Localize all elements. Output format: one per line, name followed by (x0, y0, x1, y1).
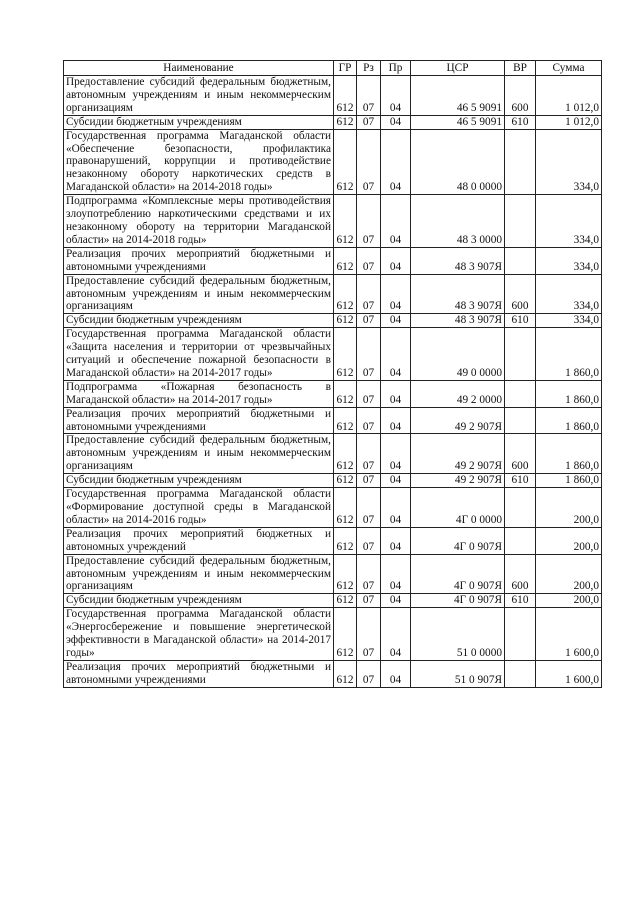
table-row (64, 554, 602, 594)
row-sum-cell: 334,0 (536, 195, 602, 248)
row-gr-cell: 612 (334, 115, 357, 129)
table-row (64, 488, 602, 528)
table-row (64, 608, 602, 661)
row-name-cell: Государственная программа Магаданской области «Обеспечение безопасности, профилактика правонарушений, коррупции и противодействие незаконному обороту наркотических средств в Магаданской области» на 2014-2018 годы» (64, 129, 334, 195)
row-pr-cell: 04 (381, 115, 411, 129)
row-vr-cell (505, 660, 536, 687)
row-csr-cell: 49 2 0000 (411, 380, 505, 407)
row-sum-cell: 1 860,0 (536, 380, 602, 407)
table-row (64, 76, 602, 116)
column-header-vr: ВР (505, 61, 536, 76)
row-gr-cell: 612 (334, 554, 357, 594)
row-csr-cell: 48 3 907Я (411, 274, 505, 314)
row-name-cell: Субсидии бюджетным учреждениям (64, 314, 334, 328)
row-csr-cell: 4Г 0 907Я (411, 554, 505, 594)
row-rz-cell: 07 (357, 380, 381, 407)
row-pr-cell: 04 (381, 274, 411, 314)
row-rz-cell: 07 (357, 608, 381, 661)
table-row (64, 527, 602, 554)
row-vr-cell: 610 (505, 314, 536, 328)
table-row (64, 195, 602, 248)
row-pr-cell: 04 (381, 608, 411, 661)
row-pr-cell: 04 (381, 474, 411, 488)
row-csr-cell: 51 0 0000 (411, 608, 505, 661)
row-sum-cell: 334,0 (536, 129, 602, 195)
budget-table (63, 60, 602, 688)
row-csr-cell: 46 5 9091 (411, 115, 505, 129)
row-rz-cell: 07 (357, 314, 381, 328)
row-pr-cell: 04 (381, 660, 411, 687)
row-gr-cell: 612 (334, 594, 357, 608)
row-name-cell: Предоставление субсидий федеральным бюджетным, автономным учреждениям и иным некоммерческим организациям (64, 434, 334, 474)
column-header-name: Наименование (64, 61, 334, 76)
row-name-cell: Подпрограмма «Пожарная безопасность в Магаданской области» на 2014-2017 годы» (64, 380, 334, 407)
row-vr-cell: 600 (505, 554, 536, 594)
row-pr-cell: 04 (381, 434, 411, 474)
table-row (64, 434, 602, 474)
column-header-rz: Рз (357, 61, 381, 76)
row-sum-cell: 1 860,0 (536, 474, 602, 488)
row-pr-cell: 04 (381, 407, 411, 434)
row-sum-cell: 1 012,0 (536, 115, 602, 129)
row-sum-cell: 200,0 (536, 554, 602, 594)
row-rz-cell: 07 (357, 328, 381, 381)
row-name-cell: Реализация прочих мероприятий бюджетными и автономными учреждениями (64, 247, 334, 274)
table-row (64, 660, 602, 687)
row-gr-cell: 612 (334, 488, 357, 528)
table-row (64, 274, 602, 314)
row-rz-cell: 07 (357, 76, 381, 116)
row-vr-cell (505, 407, 536, 434)
row-vr-cell: 600 (505, 76, 536, 116)
row-csr-cell: 48 3 0000 (411, 195, 505, 248)
row-sum-cell: 1 860,0 (536, 407, 602, 434)
row-sum-cell: 334,0 (536, 314, 602, 328)
row-name-cell: Субсидии бюджетным учреждениям (64, 474, 334, 488)
row-csr-cell: 51 0 907Я (411, 660, 505, 687)
row-sum-cell: 334,0 (536, 274, 602, 314)
row-pr-cell: 04 (381, 129, 411, 195)
row-name-cell: Предоставление субсидий федеральным бюджетным, автономным учреждениям и иным некоммерческим организациям (64, 76, 334, 116)
row-rz-cell: 07 (357, 247, 381, 274)
row-gr-cell: 612 (334, 129, 357, 195)
row-csr-cell: 4Г 0 907Я (411, 594, 505, 608)
row-name-cell: Государственная программа Магаданской области «Защита населения и территории от чрезвычайных ситуаций и обеспечение пожарной безопасности в Магаданской области» на 2014-2017 годы» (64, 328, 334, 381)
row-vr-cell: 610 (505, 474, 536, 488)
row-pr-cell: 04 (381, 328, 411, 381)
table-row (64, 594, 602, 608)
row-vr-cell (505, 129, 536, 195)
row-pr-cell: 04 (381, 247, 411, 274)
row-rz-cell: 07 (357, 129, 381, 195)
row-rz-cell: 07 (357, 434, 381, 474)
row-csr-cell: 4Г 0 0000 (411, 488, 505, 528)
row-gr-cell: 612 (334, 274, 357, 314)
row-rz-cell: 07 (357, 554, 381, 594)
table-row (64, 474, 602, 488)
row-name-cell: Государственная программа Магаданской области «Формирование доступной среды в Магаданской области» на 2014-2016 годы» (64, 488, 334, 528)
row-pr-cell: 04 (381, 195, 411, 248)
row-rz-cell: 07 (357, 474, 381, 488)
row-gr-cell: 612 (334, 247, 357, 274)
table-row (64, 328, 602, 381)
row-gr-cell: 612 (334, 474, 357, 488)
table-row (64, 380, 602, 407)
row-csr-cell: 48 3 907Я (411, 247, 505, 274)
row-vr-cell (505, 195, 536, 248)
row-rz-cell: 07 (357, 594, 381, 608)
column-header-sum: Сумма (536, 61, 602, 76)
row-csr-cell: 49 2 907Я (411, 474, 505, 488)
row-sum-cell: 1 860,0 (536, 328, 602, 381)
row-name-cell: Субсидии бюджетным учреждениям (64, 594, 334, 608)
row-csr-cell: 4Г 0 907Я (411, 527, 505, 554)
row-rz-cell: 07 (357, 660, 381, 687)
row-name-cell: Реализация прочих мероприятий бюджетными и автономными учреждениями (64, 407, 334, 434)
row-sum-cell: 1 012,0 (536, 76, 602, 116)
row-pr-cell: 04 (381, 380, 411, 407)
table-row (64, 129, 602, 195)
row-sum-cell: 1 600,0 (536, 608, 602, 661)
table-row (64, 407, 602, 434)
budget-table-body (64, 76, 602, 688)
row-rz-cell: 07 (357, 195, 381, 248)
row-name-cell: Предоставление субсидий федеральным бюджетным, автономным учреждениям и иным некоммерческим организациям (64, 274, 334, 314)
row-sum-cell: 1 600,0 (536, 660, 602, 687)
row-vr-cell: 600 (505, 434, 536, 474)
row-vr-cell (505, 488, 536, 528)
row-vr-cell: 600 (505, 274, 536, 314)
column-header-csr: ЦСР (411, 61, 505, 76)
row-pr-cell: 04 (381, 76, 411, 116)
row-vr-cell (505, 608, 536, 661)
row-name-cell: Предоставление субсидий федеральным бюджетным, автономным учреждениям и иным некоммерческим организациям (64, 554, 334, 594)
row-csr-cell: 49 2 907Я (411, 434, 505, 474)
row-name-cell: Государственная программа Магаданской области «Энергосбережение и повышение энергетической эффективности в Магаданской области» на 2014-2017 годы» (64, 608, 334, 661)
row-name-cell: Реализация прочих мероприятий бюджетными и автономными учреждениями (64, 660, 334, 687)
row-name-cell: Подпрограмма «Комплексные меры противодействия злоупотреблению наркотическими средствами и их незаконному обороту на территории Магаданской области» на 2014-2018 годы» (64, 195, 334, 248)
row-gr-cell: 612 (334, 328, 357, 381)
row-rz-cell: 07 (357, 527, 381, 554)
row-rz-cell: 07 (357, 274, 381, 314)
row-vr-cell (505, 527, 536, 554)
row-pr-cell: 04 (381, 488, 411, 528)
row-gr-cell: 612 (334, 608, 357, 661)
row-pr-cell: 04 (381, 527, 411, 554)
row-sum-cell: 1 860,0 (536, 434, 602, 474)
row-vr-cell (505, 247, 536, 274)
row-name-cell: Субсидии бюджетным учреждениям (64, 115, 334, 129)
row-vr-cell (505, 328, 536, 381)
row-gr-cell: 612 (334, 195, 357, 248)
table-row (64, 314, 602, 328)
row-rz-cell: 07 (357, 115, 381, 129)
row-csr-cell: 48 3 907Я (411, 314, 505, 328)
row-pr-cell: 04 (381, 554, 411, 594)
document-page (63, 60, 601, 688)
row-csr-cell: 46 5 9091 (411, 76, 505, 116)
row-rz-cell: 07 (357, 488, 381, 528)
row-vr-cell: 610 (505, 115, 536, 129)
header-row (64, 61, 602, 76)
column-header-gr: ГР (334, 61, 357, 76)
table-row (64, 115, 602, 129)
row-gr-cell: 612 (334, 527, 357, 554)
row-sum-cell: 334,0 (536, 247, 602, 274)
row-name-cell: Реализация прочих мероприятий бюджетных и автономных учреждений (64, 527, 334, 554)
row-vr-cell: 610 (505, 594, 536, 608)
row-rz-cell: 07 (357, 407, 381, 434)
row-sum-cell: 200,0 (536, 594, 602, 608)
row-csr-cell: 49 0 0000 (411, 328, 505, 381)
row-csr-cell: 48 0 0000 (411, 129, 505, 195)
row-gr-cell: 612 (334, 407, 357, 434)
row-gr-cell: 612 (334, 314, 357, 328)
row-pr-cell: 04 (381, 594, 411, 608)
row-gr-cell: 612 (334, 434, 357, 474)
row-gr-cell: 612 (334, 380, 357, 407)
column-header-pr: Пр (381, 61, 411, 76)
row-sum-cell: 200,0 (536, 527, 602, 554)
row-gr-cell: 612 (334, 76, 357, 116)
row-csr-cell: 49 2 907Я (411, 407, 505, 434)
row-pr-cell: 04 (381, 314, 411, 328)
row-vr-cell (505, 380, 536, 407)
row-gr-cell: 612 (334, 660, 357, 687)
table-row (64, 247, 602, 274)
row-sum-cell: 200,0 (536, 488, 602, 528)
